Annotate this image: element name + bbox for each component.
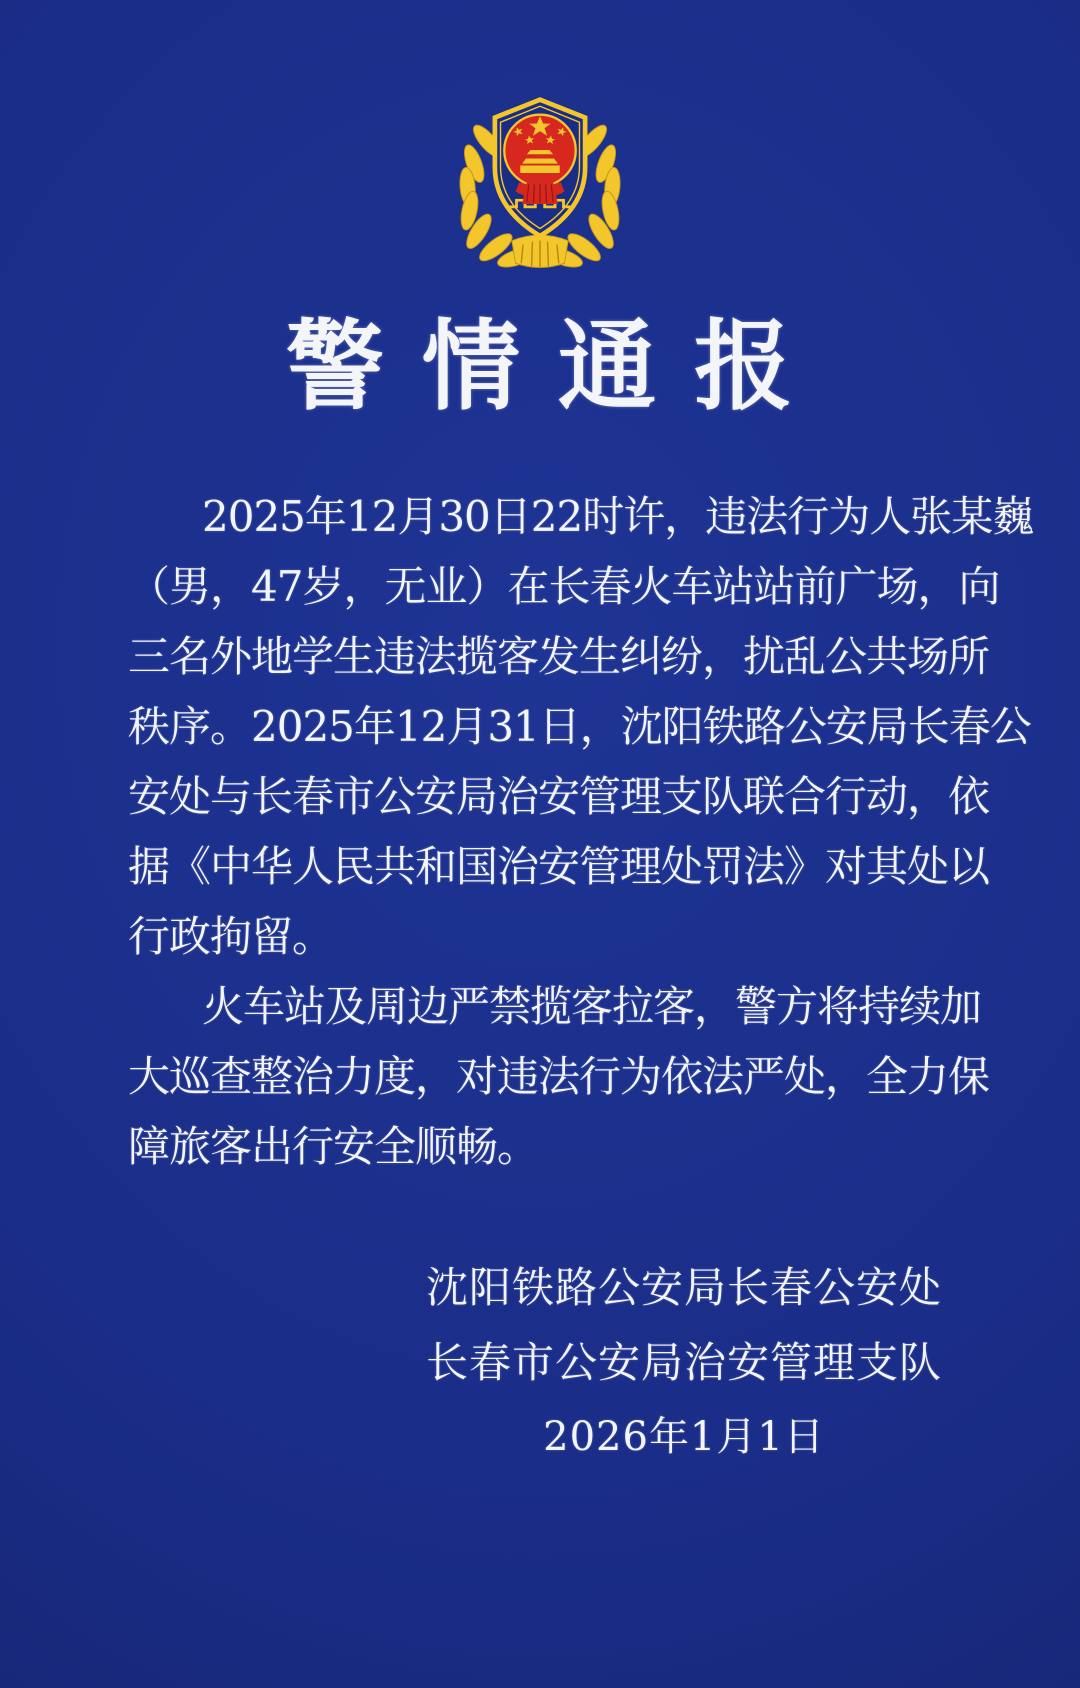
notice-date: 2026年1月1日: [543, 1414, 825, 1460]
body-line: 安处与长春市公安局治安管理支队联合行动，依: [128, 772, 990, 821]
body-line: 秩序。2025年12月31日，沈阳铁路公安局长春公: [128, 702, 1031, 751]
body-line: 火车站及周边严禁揽客拉客，警方将持续加: [202, 982, 982, 1031]
china-police-badge-icon: [446, 94, 634, 268]
body-line: 三名外地学生违法揽客发生纠纷，扰乱公共场所: [128, 632, 990, 681]
notice-title: 警 情 通 报: [285, 309, 795, 424]
agency-name-1: 沈阳铁路公安局长春公安处: [425, 1263, 942, 1312]
notice-body: [128, 482, 1034, 1182]
body-line: 障旅客出行安全顺畅。: [128, 1122, 539, 1171]
body-line: 行政拘留。: [128, 912, 334, 961]
body-line: （男，47岁，无业）在长春火车站站前广场，向: [128, 562, 1000, 611]
agency-name-2: 长春市公安局治安管理支队: [425, 1338, 942, 1387]
body-line: 2025年12月30日22时许，违法行为人张某巍: [202, 492, 1034, 541]
signature-block: [426, 1250, 942, 1475]
body-line: 大巡查整治力度，对违法行为依法严处，全力保: [128, 1052, 990, 1101]
body-line: 据《中华人民共和国治安管理处罚法》对其处以: [128, 842, 990, 891]
